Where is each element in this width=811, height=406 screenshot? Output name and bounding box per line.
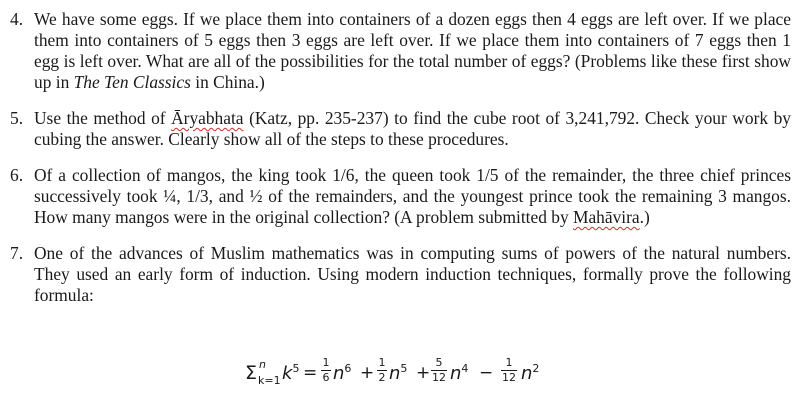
- term-n6: $n^6$: [333, 362, 352, 384]
- sigma-lower-limit: k=1: [258, 374, 281, 387]
- problem-text: We have some eggs. If we place them into containers of a dozen eggs then 4 eggs are left over. If we place them into containers of 5 eggs then 3 eggs are left over. If we place them into containers of 7 eggs then 1 egg is left over. What are all of the possibilities for the total number of eggs? (Problems like these first show up in: [34, 9, 791, 92]
- term-n2: $n^2$: [521, 362, 540, 384]
- book-title: The Ten Classics: [73, 72, 191, 92]
- problem-number: 4.: [10, 9, 24, 29]
- summand: $k^5$: [282, 362, 300, 384]
- fraction-4: 1 12: [502, 356, 516, 384]
- problem-text-start: Use the method of: [34, 108, 172, 128]
- problem-text-end: in China.): [190, 72, 265, 92]
- problem-number: 7.: [10, 243, 24, 263]
- minus-sign: −: [479, 363, 494, 383]
- fraction-1: 1 6: [322, 356, 330, 384]
- problem-text: Of a collection of mangos, the king took 1/6, the queen took 1/5 of the remainder, the three chief princes successively took ¼, 1/3, and ½ of the remainders, and the youngest prince took the remaining 3 mangos. How many mangos were in the original collection? (A problem submitted by: [34, 165, 791, 227]
- plus-sign: +: [360, 363, 375, 383]
- sum-formula: [245, 352, 585, 396]
- problem-text: One of the advances of Muslim mathematics was in computing sums of powers of the natural numbers. They used an early form of induction. Using modern induction techniques, formally prove the following formula:: [34, 243, 791, 305]
- problem-4: [0, 9, 811, 93]
- problem-number: 5.: [10, 108, 24, 128]
- problem-6: [0, 165, 811, 228]
- fraction-2: 1 2: [378, 356, 386, 384]
- plus-sign: +: [416, 363, 431, 383]
- problem-number: 6.: [10, 165, 24, 185]
- term-n5: $n^5$: [389, 362, 408, 384]
- sigma-symbol: Σ: [245, 362, 258, 384]
- sigma-upper-limit: n: [259, 358, 266, 371]
- problem-text-end: (Katz, pp. 235-237) to find the cube root of 3,241,792. Check your work by cubing the answer. Clearly show all of the steps to these procedures.: [34, 108, 791, 149]
- problem-5: [0, 108, 811, 150]
- equals-sign: =: [303, 363, 318, 383]
- problem-list: [0, 9, 811, 306]
- spellcheck-word-mahavira[interactable]: Mahāvira: [573, 207, 640, 227]
- problem-text-end: .): [639, 207, 650, 227]
- problem-7: [0, 243, 811, 306]
- fraction-3: 5 12: [432, 356, 446, 384]
- spellcheck-word-aryabhata[interactable]: Āryabhata: [171, 108, 244, 128]
- term-n4: $n^4$: [450, 362, 469, 384]
